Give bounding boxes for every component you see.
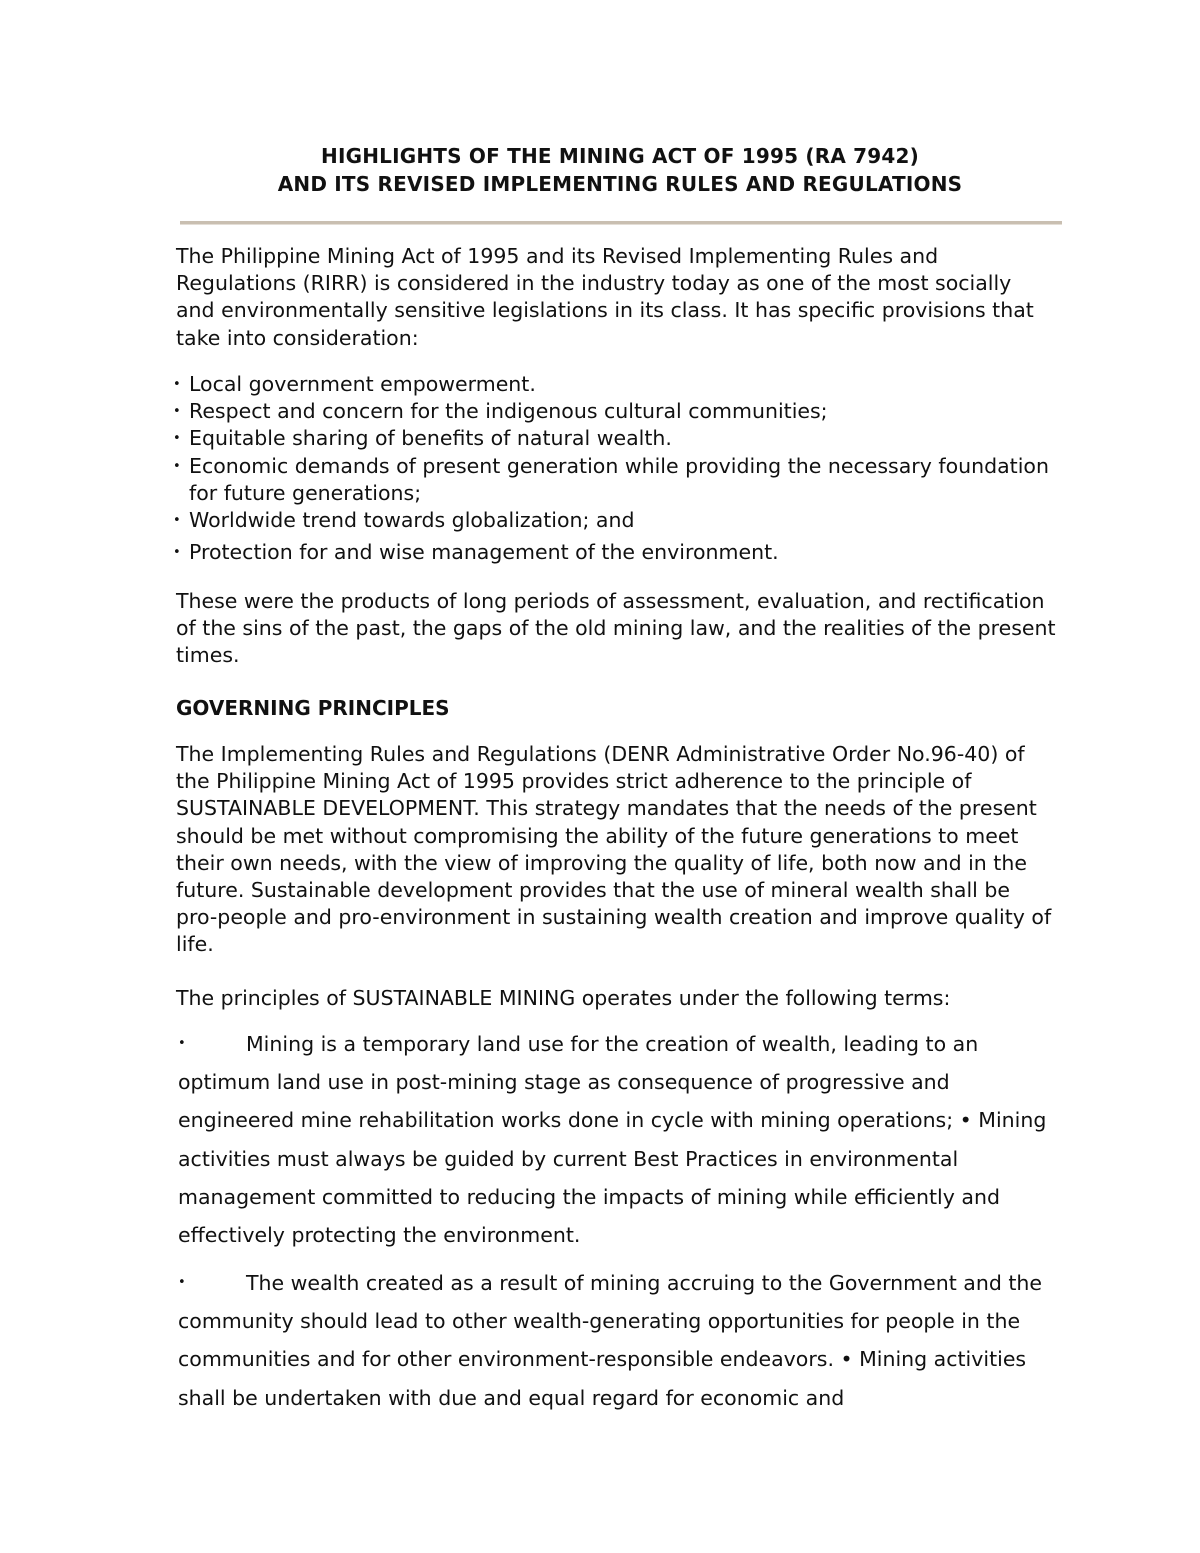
- intro-paragraph: The Philippine Mining Act of 1995 and its Revised Implementing Rules and Regulations (RIRR) is considered in the industry today as one of the most socially and environmentally sensitive legislations in its class. It has specific provisions that take into consideration:: [176, 244, 1034, 350]
- products-paragraph: These were the products of long periods of assessment, evaluation, and rectification of the sins of the past, the gaps of the old mining law, and the realities of the present times.: [176, 589, 1056, 668]
- list-item: [173, 507, 1053, 534]
- list-item-text: Respect and concern for the indigenous cultural communities;: [189, 399, 828, 424]
- list-item: [173, 425, 1053, 452]
- bullet-icon: •: [178, 1036, 186, 1051]
- list-item: [173, 539, 1053, 566]
- list-item-text: Equitable sharing of benefits of natural wealth.: [189, 426, 672, 451]
- term-text: The wealth created as a result of mining accruing to the Government and the community should lead to other wealth-generating opportunities for people in the communities and for other environment-responsible endeavors. • Mining activities shall be undertaken with due and equal regard for economic and: [178, 1271, 1043, 1410]
- bullet-icon: •: [173, 377, 181, 392]
- term-text: Mining is a temporary land use for the creation of wealth, leading to an optimum land use in post-mining stage as consequence of progressive and engineered mine rehabilitation works done in cycle with mining operations; • Mining activities must always be guided by current Best Practices in environmental management committed to reducing the impacts of mining while efficiently and effectively protecting the environment.: [178, 1032, 1047, 1248]
- term-paragraph: [178, 1264, 1058, 1417]
- list-item-text: Protection for and wise management of the environment.: [189, 540, 779, 565]
- bullet-icon: •: [173, 513, 181, 529]
- bullet-icon: •: [173, 458, 181, 474]
- bullet-icon: •: [178, 1275, 186, 1290]
- section-heading-governing-principles: GOVERNING PRINCIPLES: [176, 696, 450, 720]
- governing-paragraph: The Implementing Rules and Regulations (DENR Administrative Order No.96-40) of the Philippine Mining Act of 1995 provides strict adherence to the principle of SUSTAINABLE DEVELOPMENT. This strategy mandates that the needs of the present should be met without compromising the ability of the future generations to meet their own needs, with the view of improving the quality of life, both now and in the future. Sustainable development provides that the use of mineral wealth shall be pro-people and pro-environment in sustaining wealth creation and improve quality of life.: [176, 742, 1052, 957]
- list-item-text: Local government empowerment.: [189, 372, 536, 396]
- document-title-line-1: HIGHLIGHTS OF THE MINING ACT OF 1995 (RA 7942): [321, 144, 919, 168]
- list-item: [173, 371, 1053, 398]
- title-divider: [180, 221, 1062, 225]
- bullet-icon: •: [173, 545, 181, 561]
- principles-intro-paragraph: The principles of SUSTAINABLE MINING operates under the following terms:: [176, 986, 951, 1010]
- document-title-line-2: AND ITS REVISED IMPLEMENTING RULES AND REGULATIONS: [277, 172, 963, 196]
- bullet-icon: •: [173, 431, 181, 447]
- list-item: [173, 453, 1053, 507]
- list-item: [173, 398, 1053, 425]
- considerations-list: [173, 371, 1053, 566]
- list-item-text: Economic demands of present generation while providing the necessary foundation for future generations;: [189, 453, 1049, 505]
- bullet-icon: •: [173, 404, 181, 420]
- list-item-text: Worldwide trend towards globalization; and: [189, 508, 635, 533]
- term-paragraph: [178, 1025, 1058, 1254]
